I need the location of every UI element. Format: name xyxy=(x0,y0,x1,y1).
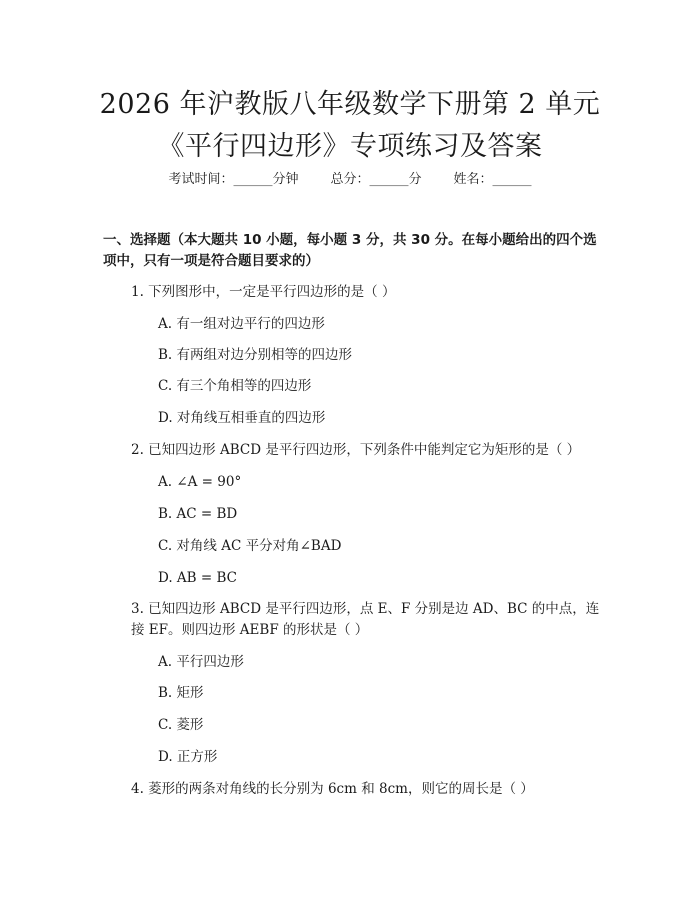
question-4: 4. 菱形的两条对角线的长分别为 6cm 和 8cm，则它的周长是（ ） xyxy=(131,781,534,797)
question-1-option-a: A. 有一组对边平行的四边形 xyxy=(158,316,325,332)
exam-meta xyxy=(0,168,700,187)
question-2: 2. 已知四边形 ABCD 是平行四边形，下列条件中能判定它为矩形的是（ ） xyxy=(131,442,581,458)
question-3-option-a: A. 平行四边形 xyxy=(158,654,244,670)
student-name: 姓名：______ xyxy=(453,172,532,187)
question-3: 3. 已知四边形 ABCD 是平行四边形，点 E、F 分别是边 AD、BC 的中点，连接 EF。则四边形 AEBF 的形状是（ ） xyxy=(131,601,600,638)
question-1: 1. 下列图形中，一定是平行四边形的是（ ） xyxy=(131,284,396,300)
question-2-option-c: C. 对角线 AC 平分对角∠BAD xyxy=(158,538,342,554)
question-2-option-b: B. AC = BD xyxy=(158,506,238,522)
question-2-option-d: D. AB = BC xyxy=(158,570,237,586)
page-title: 2026 年沪教版八年级数学下册第 2 单元《平行四边形》专项练习及答案 xyxy=(99,89,601,162)
section-heading: 一、选择题（本大题共 10 小题，每小题 3 分，共 30 分。在每小题给出的四个选项中，只有一项是符合题目要求的） xyxy=(103,232,597,269)
question-3-option-c: C. 菱形 xyxy=(158,717,204,733)
question-3-option-d: D. 正方形 xyxy=(158,749,218,765)
question-1-option-d: D. 对角线互相垂直的四边形 xyxy=(158,410,326,426)
total-score: 总分：______分 xyxy=(330,172,422,187)
question-1-option-c: C. 有三个角相等的四边形 xyxy=(158,378,312,394)
question-2-option-a: A. ∠A = 90° xyxy=(158,474,242,490)
question-3-option-b: B. 矩形 xyxy=(158,685,204,701)
question-1-option-b: B. 有两组对边分别相等的四边形 xyxy=(158,347,353,363)
exam-time: 考试时间：______分钟 xyxy=(168,172,299,187)
